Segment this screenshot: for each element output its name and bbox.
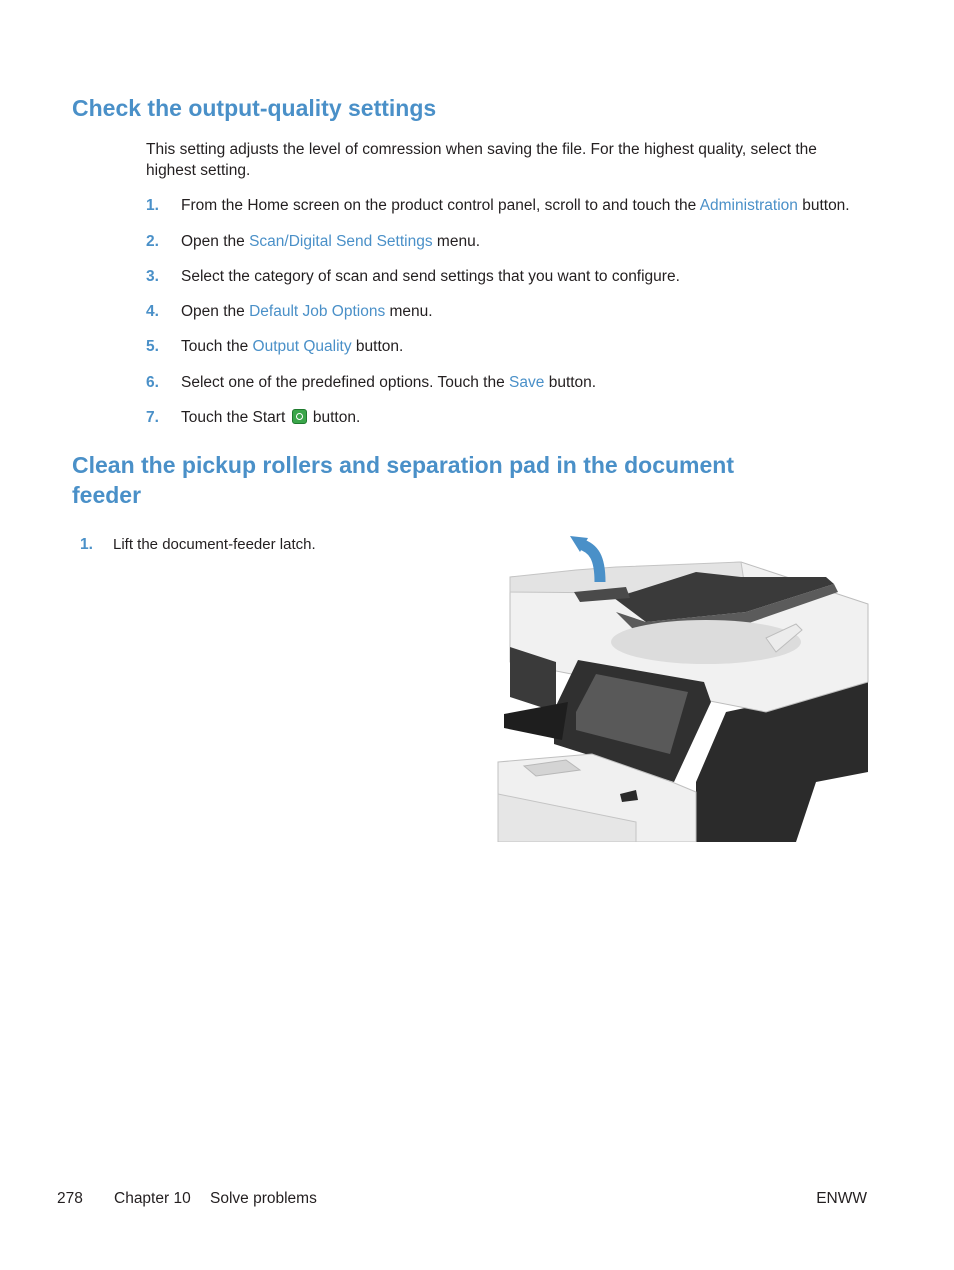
step-number: 3.	[146, 268, 159, 285]
link-default-job-options[interactable]: Default Job Options	[249, 303, 386, 320]
step-text: Open the	[181, 233, 250, 250]
printer-document-feeder-illustration	[496, 532, 872, 842]
step-text: Select the category of scan and send settings that you want to configure.	[181, 268, 680, 285]
section-heading-clean-rollers	[72, 450, 734, 510]
step-text: Select one of the predefined options. Touch the	[181, 374, 510, 391]
step-text: From the Home screen on the product control panel, scroll to and touch the	[181, 197, 700, 214]
step-number: 4.	[146, 303, 159, 320]
step-number: 5.	[146, 338, 159, 355]
section-heading-output-quality: Check the output-quality settings	[72, 95, 437, 121]
start-button-icon	[292, 409, 307, 424]
link-output-quality[interactable]: Output Quality	[252, 338, 352, 355]
step-number: 7.	[146, 409, 159, 426]
footer-page-number: 278	[57, 1190, 83, 1207]
intro-paragraph: This setting adjusts the level of comression when saving the file. For the highest quality, select the highest setting.	[146, 141, 817, 179]
step-number: 6.	[146, 374, 159, 391]
step-number: 1.	[80, 536, 93, 553]
step-text: Touch the	[181, 338, 253, 355]
step-text: Lift the document-feeder latch.	[113, 536, 316, 553]
footer-chapter: Chapter 10	[114, 1190, 191, 1207]
heading-line-2: feeder	[72, 482, 142, 508]
step-number: 2.	[146, 233, 159, 250]
link-administration[interactable]: Administration	[699, 197, 798, 214]
step-text: Open the	[181, 303, 250, 320]
link-save[interactable]: Save	[509, 374, 545, 391]
step-text: Touch the Start	[181, 409, 290, 426]
footer-doc-code: ENWW	[816, 1190, 867, 1207]
heading-line-1: Clean the pickup rollers and separation pad in the document	[72, 452, 735, 478]
link-scan-digital-send-settings[interactable]: Scan/Digital Send Settings	[249, 233, 433, 250]
footer-chapter-title: Solve problems	[210, 1190, 317, 1207]
step-number: 1.	[146, 197, 159, 214]
